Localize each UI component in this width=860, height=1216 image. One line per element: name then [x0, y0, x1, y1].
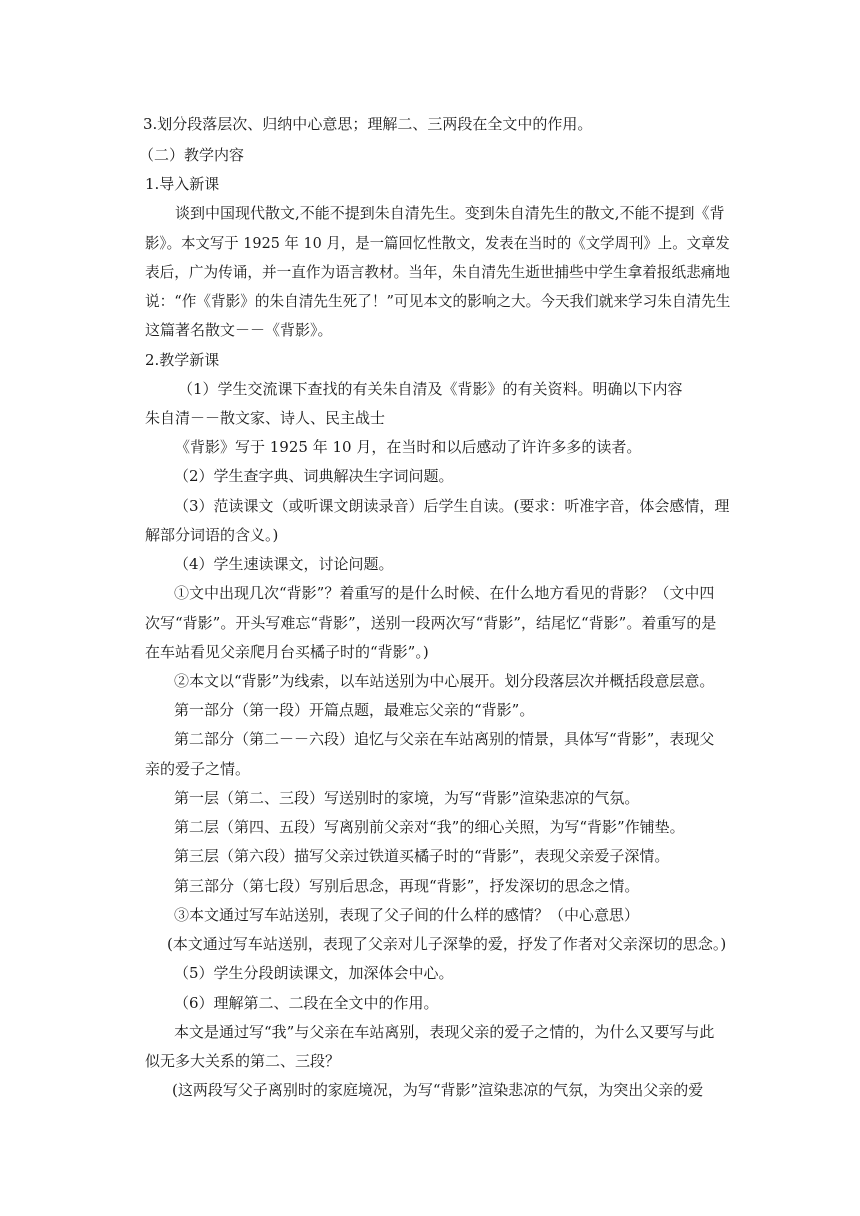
- subheading-introduction: 1.导入新课: [145, 175, 220, 193]
- question-2: ②本文以“背影”为线索，以车站送别为中心展开。划分段落层次并概括段意层意。: [174, 672, 715, 690]
- paragraph-line: 谈到中国现代散文,不能不提到朱自清先生。变到朱自清先生的散文,不能不提到《背: [175, 204, 725, 222]
- step-2: （2）学生查字典、词典解决生字词问题。: [174, 467, 454, 485]
- layer-two: 第二层（第四、五段）写离别前父亲对“我”的细心关照，为写“背影”作铺垫。: [174, 818, 685, 836]
- layer-three: 第三层（第六段）描写父亲过铁道买橘子时的“背影”，表现父亲爱子深情。: [174, 847, 670, 865]
- part-two: 第二部分（第二－－六段）追忆与父亲在车站离别的情景，具体写“背影”，表现父: [174, 730, 715, 748]
- subheading-new-lesson: 2.教学新课: [145, 351, 220, 369]
- step-1: （1）学生交流课下查找的有关朱自清及《背影》的有关资料。明确以下内容: [178, 380, 683, 398]
- step-5: （5）学生分段朗读课文，加深体会中心。: [174, 964, 454, 982]
- paragraph-line: 说：“作《背影》的朱自清先生死了！”可见本文的影响之大。今天我们就来学习朱自清先生: [145, 292, 731, 310]
- paragraph-line: 似无多大关系的第二、三段？: [145, 1052, 341, 1070]
- objective-line-3: 3.划分段落层次、归纳中心意思；理解二、三两段在全文中的作用。: [143, 115, 593, 133]
- paragraph-line: 次写“背影”。开头写难忘“背影”，送别一段两次写“背影”，结尾忆“背影”。着重写的是: [145, 614, 717, 632]
- question-1: ①文中出现几次“背影”？着重写的是什么时候、在什么地方看见的背影？（文中四: [174, 584, 715, 602]
- paragraph-line: 在车站看见父亲爬月台买橘子时的“背影”。): [145, 643, 429, 661]
- paragraph-line: (这两段写父子离别时的家庭境况，为写“背影”渲染悲凉的气氛，为突出父亲的爱: [172, 1081, 704, 1099]
- paragraph-line: 本文是通过写“我”与父亲在车站离别，表现父亲的爱子之情的，为什么又要写与此: [174, 1023, 715, 1041]
- answer-3: (本文通过写车站送别，表现了父亲对儿子深挚的爱，抒发了作者对父亲深切的思念。): [167, 935, 727, 953]
- section-heading-teaching-content: （二）教学内容: [139, 146, 245, 164]
- part-three: 第三部分（第七段）写别后思念，再现“背影”，抒发深切的思念之情。: [174, 877, 640, 895]
- paragraph-line: 朱自清－－散文家、诗人、民主战士: [145, 409, 386, 427]
- paragraph-line: 《背影》写于 1925 年 10 月，在当时和以后感动了许许多多的读者。: [175, 438, 642, 456]
- step-6: （6）理解第二、二段在全文中的作用。: [174, 994, 439, 1012]
- paragraph-line: 这篇著名散文－－《背影》。: [145, 321, 333, 339]
- part-one: 第一部分（第一段）开篇点题，最难忘父亲的“背影”。: [174, 701, 535, 719]
- paragraph-line: 亲的爱子之情。: [145, 760, 251, 778]
- paragraph-line: 解部分词语的含义。): [145, 526, 279, 544]
- step-3: （3）范读课文（或听课文朗读录音）后学生自读。(要求：听准字音，体会感情，理: [174, 497, 730, 515]
- paragraph-line: 表后，广为传诵，并一直作为语言教材。当年，朱自清先生逝世捕些中学生拿着报纸悲痛地: [145, 263, 731, 281]
- step-4: （4）学生速读课文，讨论问题。: [174, 555, 394, 573]
- layer-one: 第一层（第二、三段）写送别时的家境，为写“背影”渲染悲凉的气氛。: [174, 789, 640, 807]
- paragraph-line: 影》。本文写于 1925 年 10 月，是一篇回忆性散文，发表在当时的《文学周刊》上。文章发: [145, 234, 730, 252]
- question-3: ③本文通过写车站送别，表现了父子间的什么样的感情？（中心意思）: [174, 906, 640, 924]
